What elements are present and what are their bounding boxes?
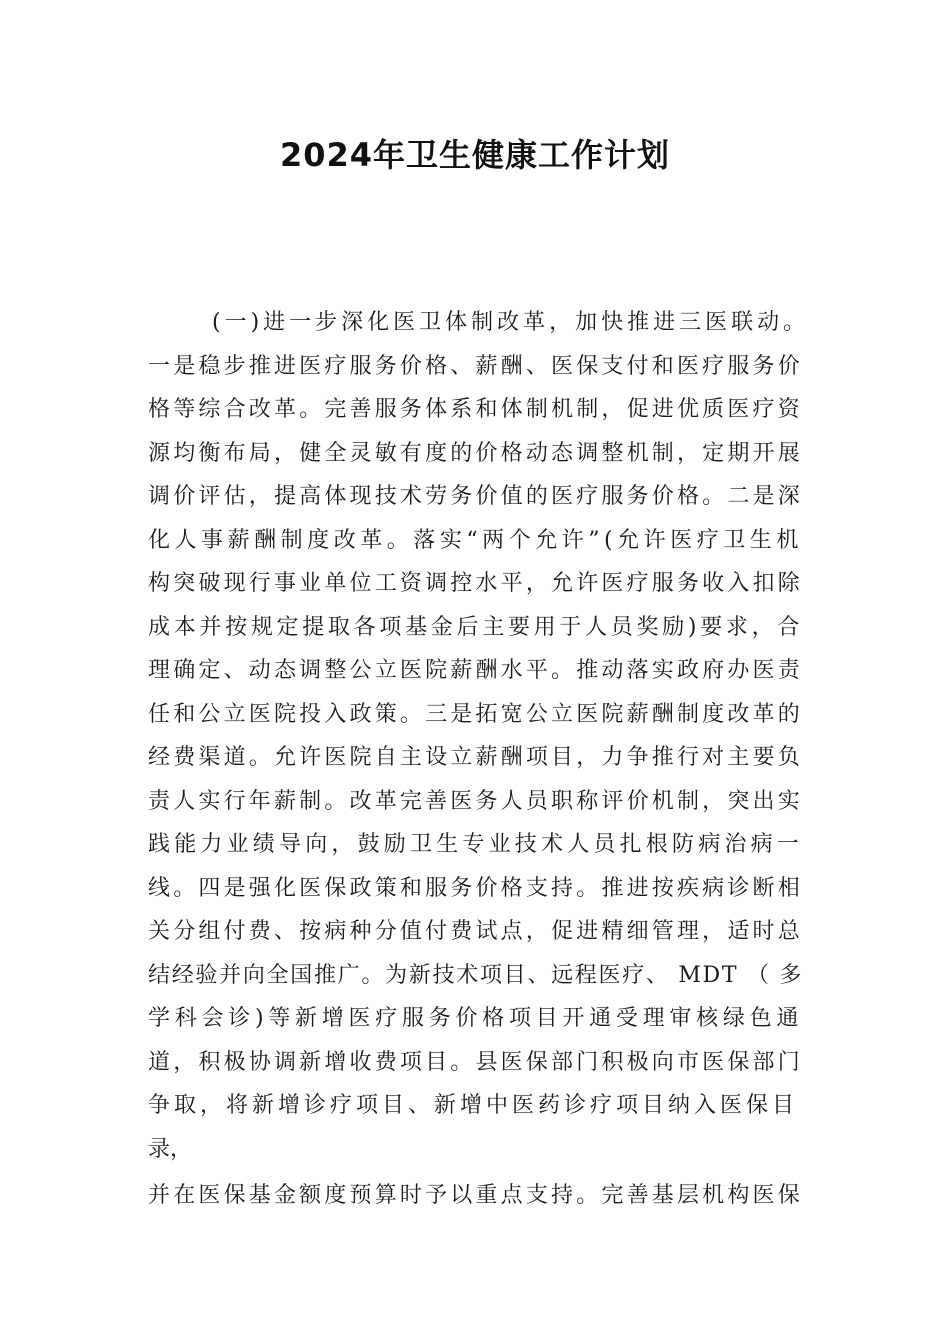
text-line: 责人实行年薪制。改革完善医务人员职称评价机制，突出实	[148, 788, 803, 814]
text-line: 道，积极协调新增收费项目。县医保部门积极向市医保部门	[148, 1049, 803, 1075]
text-line: 化人事薪酬制度改革。落实“两个允许”(允许医疗卫生机	[148, 527, 803, 553]
text-line: 关分组付费、按病种分值付费试点，促进精细管理，适时总	[148, 919, 803, 944]
paragraph-1	[148, 301, 810, 1171]
text-line: (一)进一步深化医卫体制改革，加快推进三医联动。	[212, 310, 810, 335]
text-line: 一是稳步推进医疗服务价格、薪酬、医保支付和医疗服务价	[148, 353, 803, 379]
text-line: 调价评估，提高体现技术劳务价值的医疗服务价格。二是深	[148, 484, 803, 509]
paragraph-2	[148, 1174, 803, 1218]
text-line: 并在医保基金额度预算时予以重点支持。完善基层机构医保	[148, 1183, 803, 1208]
text-line: 线。四是强化医保政策和服务价格支持。推进按疾病诊断相	[148, 875, 803, 901]
text-line: 录，	[148, 1136, 193, 1162]
text-line: 构突破现行事业单位工资调控水平，允许医疗服务收入扣除	[148, 571, 803, 596]
text-line: 经费渠道。允许医院自主设立薪酬项目，力争推行对主要负	[148, 745, 803, 770]
text-line: 格等综合改革。完善服务体系和体制机制，促进优质医疗资	[148, 397, 803, 422]
text-line: 理确定、动态调整公立医院薪酬水平。推动落实政府办医责	[148, 658, 803, 683]
text-line: 成本并按规定提取各项基金后主要用于人员奖励)要求，合	[148, 614, 804, 640]
text-line: 践能力业绩导向，鼓励卫生专业技术人员扎根防病治病一	[148, 832, 804, 857]
text-line: 任和公立医院投入政策。三是拓宽公立医院薪酬制度改革的	[148, 701, 803, 727]
text-line: 结经验并向全国推广。为新技术项目、远程医疗、 MDT （ 多	[148, 962, 804, 988]
text-line: 争取，将新增诊疗项目、新增中医药诊疗项目纳入医保目	[148, 1093, 799, 1118]
document-title: 2024年卫生健康工作计划	[279, 136, 671, 174]
text-line: 学科会诊)等新增医疗服务价格项目开通受理审核绿色通	[148, 1006, 804, 1031]
text-line: 源均衡布局，健全灵敏有度的价格动态调整机制，定期开展	[148, 440, 803, 466]
